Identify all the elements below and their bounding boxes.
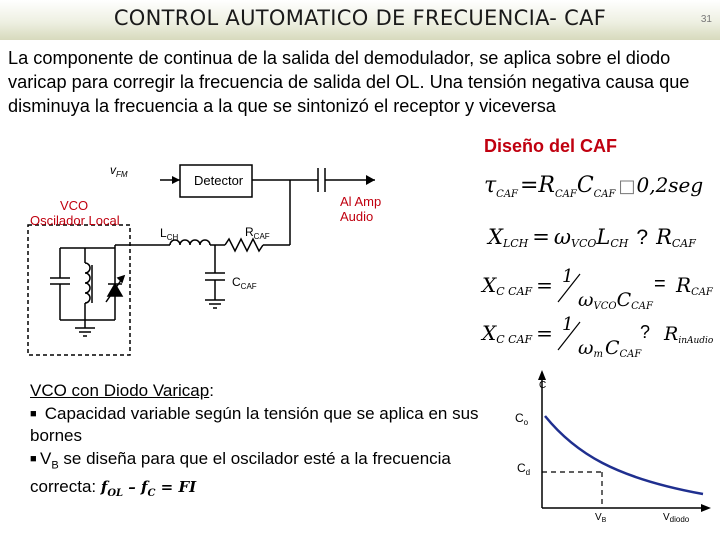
eq3-rcaf: RCAF — [676, 273, 713, 298]
vco-heading-colon: : — [209, 381, 214, 400]
audio-label: Audio — [340, 209, 374, 224]
eq3-denominator: ωVCOCCAF — [578, 289, 653, 312]
bullet-vb — [30, 448, 500, 506]
intro-paragraph: La componente de continua de la salida del demodulador, se aplica sobre el diodo varicap para corregir la frecuencia de salida del OL. Una tensión negativa causa que disminuya la frecuencia a la que se sintonizó el receptor y viceversa — [8, 48, 690, 116]
bullet-capacidad-text: Capacidad variable según la tensión que se aplica en sus bornes — [30, 403, 479, 445]
title-bar — [0, 0, 720, 40]
eq3-relation: = — [654, 273, 666, 295]
rcaf-label: $R_{CAF}$ — [245, 225, 270, 241]
design-title: Diseño del CAF — [484, 136, 618, 156]
formula-fi: $f_{OL} - f_C$ = FI — [100, 478, 197, 500]
detector-label: Detector — [194, 173, 244, 188]
caf-equations — [480, 160, 716, 360]
vco-heading-line — [30, 380, 500, 403]
equation-xlch: XLCH = ωVCOLCH ? RCAF — [488, 225, 696, 250]
eq4-denominator: ωm CCAF — [578, 337, 642, 360]
capacitance-voltage-graph — [505, 368, 715, 538]
bullet-capacidad — [30, 403, 500, 448]
eq4-rin: RinAudio — [664, 323, 714, 346]
eq3-numerator: 1 — [562, 266, 574, 287]
bullet-vb-text: se diseña para que el oscilador esté a la frecuencia correcta: — [30, 448, 451, 497]
co-label: $C_o$ — [515, 411, 529, 427]
vco-section — [30, 380, 500, 506]
oscilador-local-label: Oscilador Local — [30, 213, 120, 228]
equation-xccaf-vco: XC CAF = — [482, 273, 553, 298]
capacitance-curve — [545, 416, 703, 494]
equation-tau: $\tau_{CAF}=R_{CAF}C_{CAF}$ □0,2seg — [484, 173, 704, 200]
vb-label: $V_B$ — [595, 512, 607, 524]
slide-title: CONTROL AUTOMATICO DE FRECUENCIA- CAF — [113, 6, 607, 30]
eq4-numerator: 1 — [562, 314, 574, 335]
vco-heading: VCO con Diodo Varicap — [30, 381, 210, 400]
caf-circuit-diagram — [20, 160, 420, 370]
vb-letter: V — [40, 448, 52, 468]
vb-subscript: B — [51, 458, 59, 471]
vco-label: VCO — [60, 198, 89, 213]
slide-number: 31 — [700, 14, 712, 25]
equation-xccaf-m: XC CAF = — [482, 321, 553, 346]
vfm-label: $v_{FM}$ — [110, 163, 128, 179]
bullet-square-icon: ■ — [30, 407, 37, 420]
y-axis-label: C — [539, 380, 547, 391]
cd-label: $C_d$ — [517, 461, 531, 477]
lch-label: $L_{CH}$ — [160, 226, 179, 242]
bullet-square-icon: ■ — [30, 452, 37, 465]
ccaf-label: $C_{CAF}$ — [232, 275, 257, 291]
eq4-relation: ? — [640, 322, 651, 342]
x-axis-label: $V_{diodo}$ — [663, 512, 690, 524]
al-amp-label: Al Amp — [340, 194, 382, 209]
